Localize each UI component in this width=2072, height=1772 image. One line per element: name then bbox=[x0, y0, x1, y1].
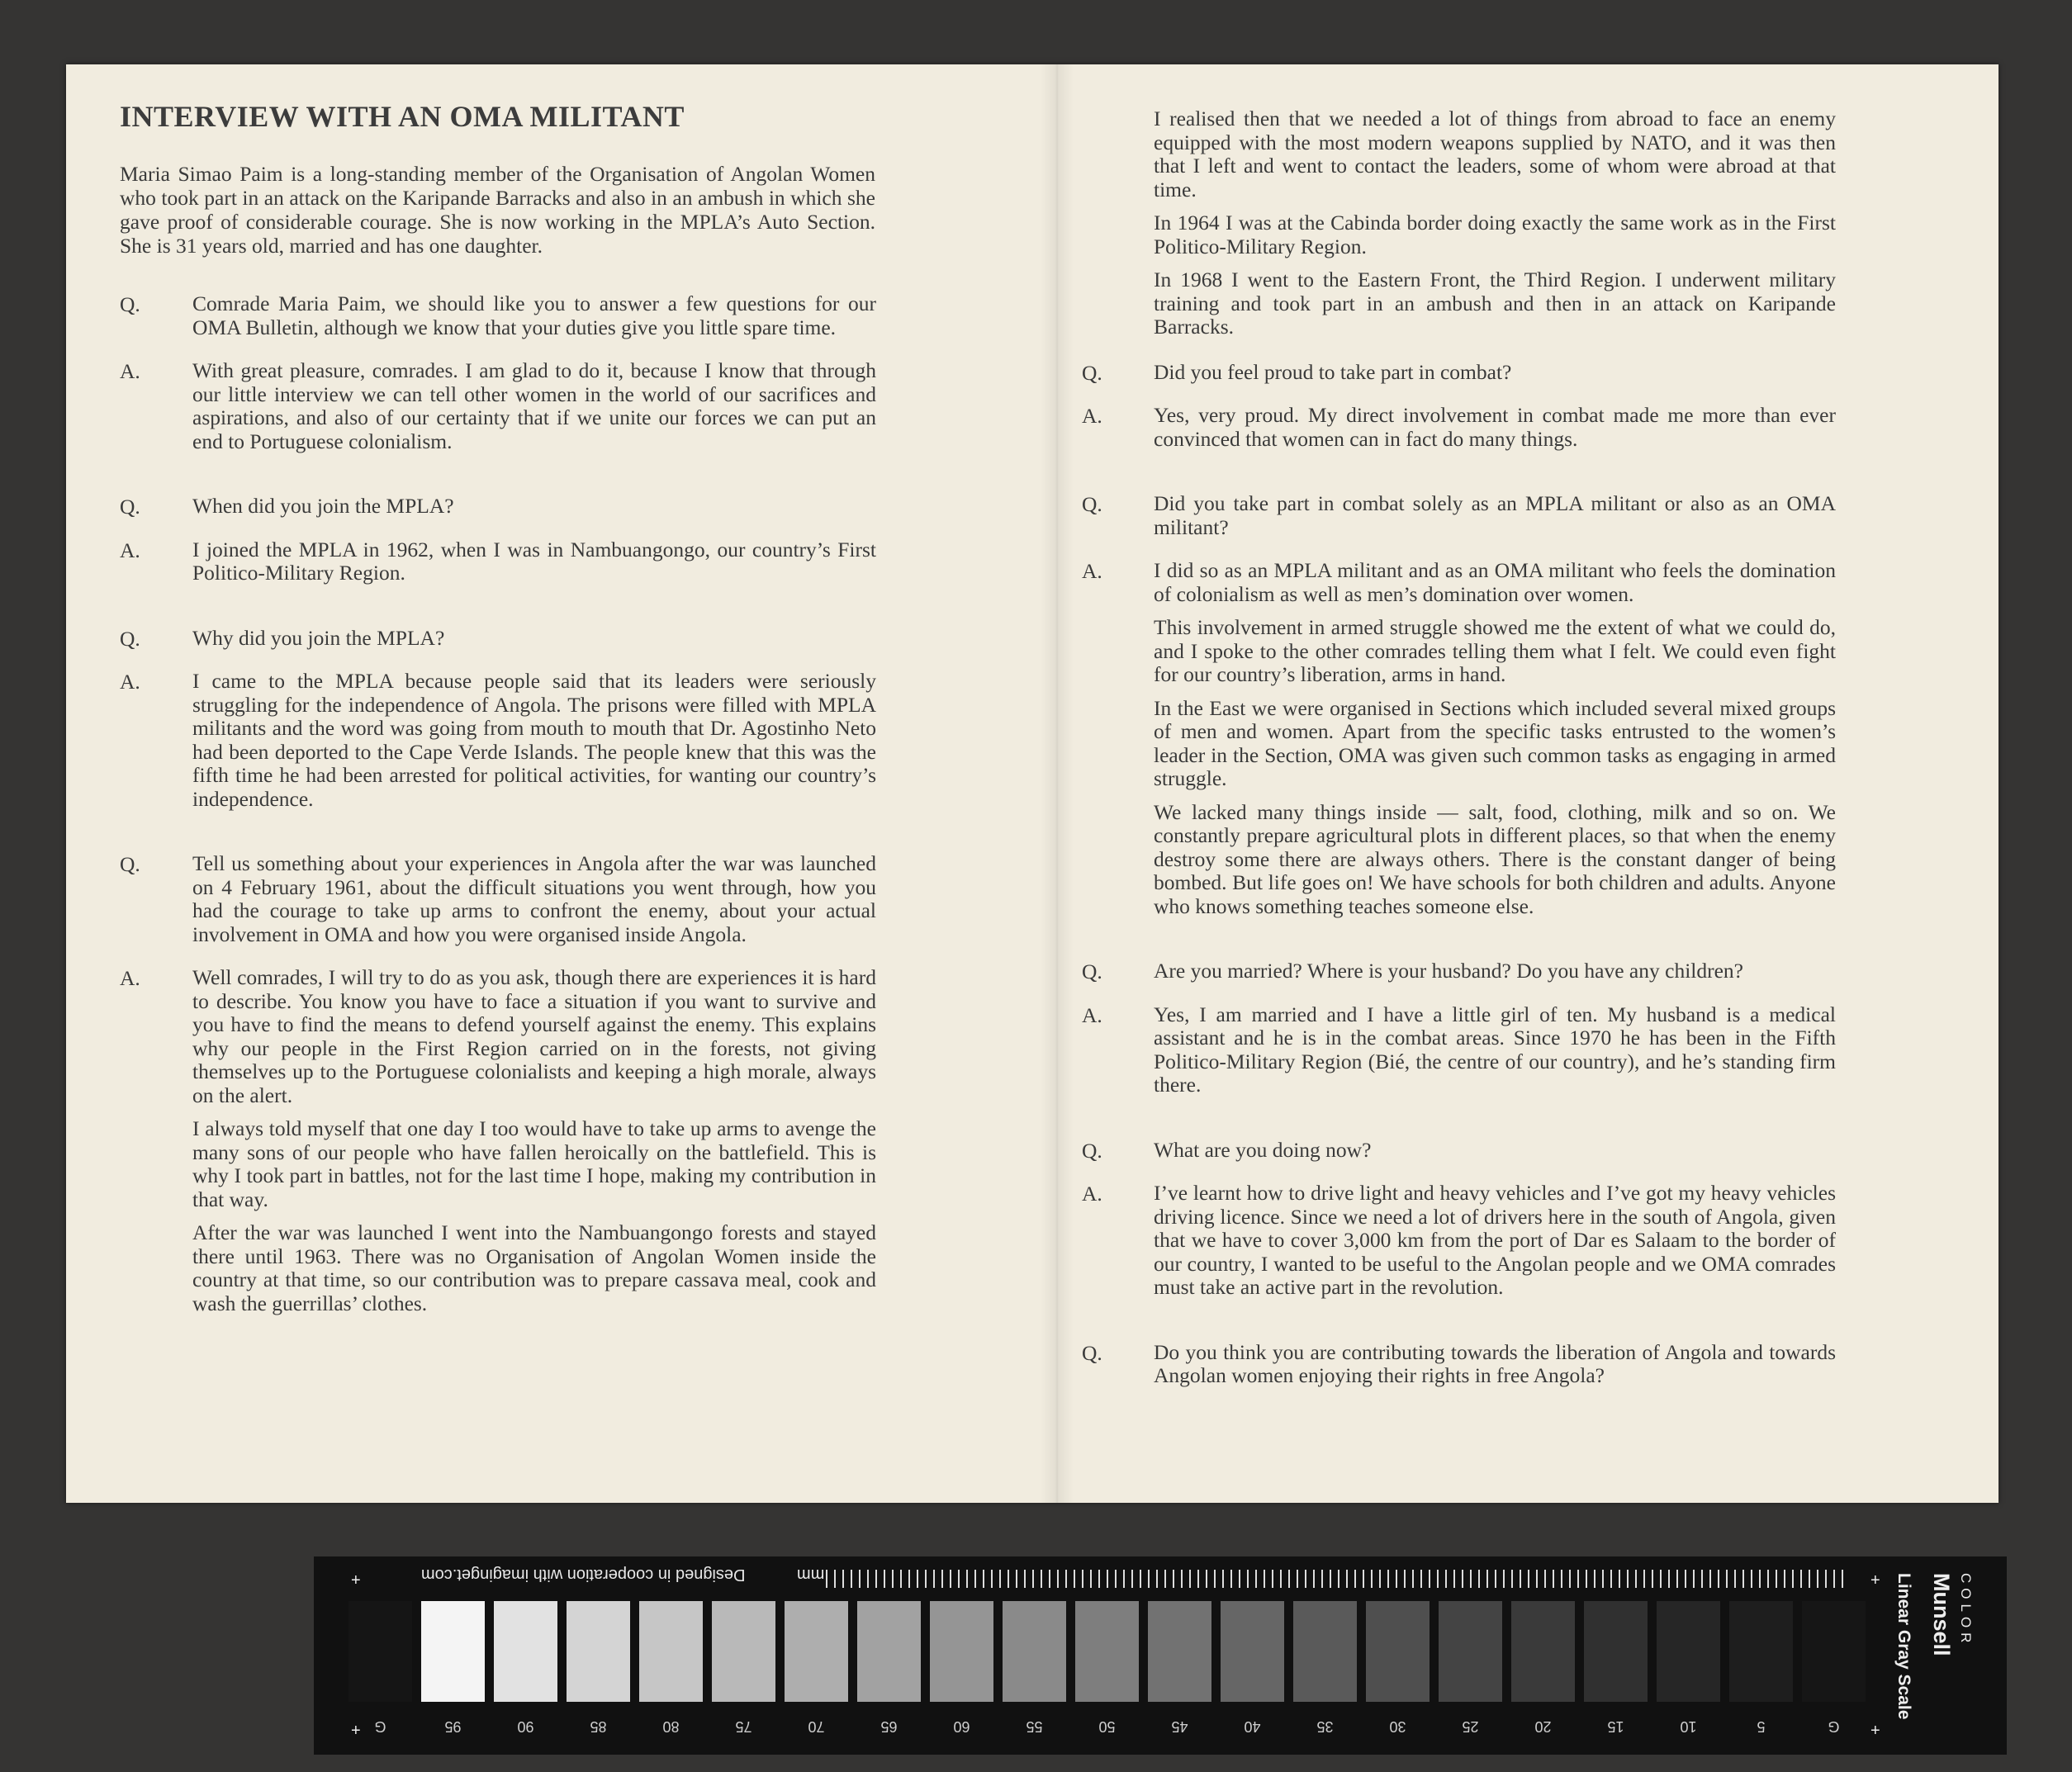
answer-block bbox=[120, 359, 946, 463]
paragraph: Are you married? Where is your husband? Do you have any children? bbox=[1154, 959, 1743, 983]
paragraph: In 1968 I went to the Eastern Front, the Third Region. I underwent military training and took part in an ambush and then in an attack on Karipande Barracks. bbox=[1154, 268, 1836, 339]
block-spacer bbox=[1082, 938, 1908, 959]
gray-patch bbox=[1511, 1601, 1575, 1702]
gray-patch-label: 75 bbox=[735, 1718, 752, 1735]
paragraph: Comrade Maria Paim, we should like you to answer a few questions for our OMA Bulletin, although we know that your duties give you little spare time. bbox=[192, 291, 876, 339]
qa-text bbox=[1154, 404, 1836, 461]
qa-text bbox=[192, 852, 876, 956]
qa-text bbox=[1154, 1139, 1836, 1173]
munsell-brand bbox=[1887, 1573, 1986, 1742]
paragraph: Do you think you are contributing towards the liberation of Angola and towards Angolan women enjoying their rights in free Angola? bbox=[1154, 1339, 1836, 1387]
qa-text bbox=[1154, 959, 1836, 993]
gray-patch bbox=[1802, 1601, 1866, 1702]
gray-patch-label: 70 bbox=[808, 1718, 825, 1735]
gray-patch-label: 10 bbox=[1680, 1718, 1697, 1735]
paragraph: We lacked many things inside — salt, food, clothing, milk and so on. We constantly prepare agricultural plots in different places, so that when the enemy destroy some there are always others. There is the constant danger of being bombed. But life goes on! We have schools for both children and adults. Anyone who knows something teaches someone else. bbox=[1154, 799, 1836, 918]
paragraph: What are you doing now? bbox=[1154, 1137, 1372, 1162]
brand-sub: COLOR bbox=[1958, 1573, 1974, 1648]
answer-block bbox=[120, 538, 946, 595]
paragraph: Well comrades, I will try to do as you ask, though there are experiences it is hard to describe. You know you have to face a situation if you want to survive and you have to find the means to defend yourself against the enemy. This explains why our people in the First Region carried on in the forests, not giving themselves up to the Portuguese colonialists and keeping a high morale, always on the alert. bbox=[192, 965, 876, 1107]
paragraph: Tell us something about your experiences in Angola after the war was launched on 4 February 1961, about the difficult situations you went through, how you had the courage to take up arms to confront the enemy, about your actual involvement in OMA and how you were organised inside Angola. bbox=[192, 851, 876, 946]
question-block bbox=[1082, 361, 1908, 395]
block-spacer bbox=[120, 831, 946, 852]
block-spacer bbox=[1082, 1117, 1908, 1139]
qa-marker: Q. bbox=[1082, 1138, 1102, 1163]
question-block bbox=[1082, 1341, 1908, 1398]
block-spacer bbox=[120, 605, 946, 627]
paragraph: I always told myself that one day I too would have to take up arms to avenge the many sons of our people who have fallen heroically on the battlefield. This is why I took part in battles, not for the last time I hope, making my contribution in that way. bbox=[192, 1116, 876, 1211]
mm-ruler bbox=[826, 1570, 1850, 1588]
gray-patch-label: 20 bbox=[1534, 1718, 1552, 1735]
paragraph: Did you feel proud to take part in combat? bbox=[1154, 359, 1512, 384]
left-interview-blocks bbox=[120, 292, 946, 1357]
gray-patch bbox=[1729, 1601, 1793, 1702]
registration-mark: + bbox=[1870, 1571, 1880, 1590]
gray-patch-label: 90 bbox=[517, 1718, 534, 1735]
article-intro: Maria Simao Paim is a long-standing member of the Organisation of Angolan Women who took part in an attack on the Karipande Barracks and also in an ambush in which she gave proof of considerable courage. She is now working in the MPLA’s Auto Section. She is 31 years old, married and has one daughter. bbox=[120, 162, 875, 258]
qa-marker: A. bbox=[1082, 1182, 1102, 1206]
gray-patch-labels bbox=[348, 1718, 1866, 1735]
gray-patch bbox=[567, 1601, 630, 1702]
qa-text bbox=[1154, 559, 1836, 928]
paragraph: I joined the MPLA in 1962, when I was in Nambuangongo, our country’s First Politico-Military Region. bbox=[192, 537, 876, 585]
qa-text bbox=[1154, 1182, 1836, 1310]
gray-patch-label: 50 bbox=[1098, 1718, 1116, 1735]
ruler-unit: mm bbox=[797, 1566, 825, 1584]
gray-patch-label: 65 bbox=[880, 1718, 898, 1735]
paragraph: Yes, I am married and I have a little girl of ten. My husband is a medical assistant and he is in the combat areas. Since 1970 he has been in the Fifth Politico-Military Region (Bié, the centre of our country), and he’s standing firm there. bbox=[1154, 1002, 1836, 1097]
qa-marker: A. bbox=[120, 966, 140, 990]
gray-patches bbox=[348, 1601, 1866, 1702]
registration-mark: + bbox=[1870, 1722, 1880, 1740]
paragraph: I came to the MPLA because people said that its leaders were seriously struggling for the independence of Angola. The prisons were filled with MPLA militants and the word was going from mouth to mouth that Dr. Agostinho Neto had been deported to the Cape Verde Islands. The people knew that this was the fifth time he had been arrested for political activities, for wanting our country’s independence. bbox=[192, 669, 876, 811]
gray-patch-label: G bbox=[374, 1718, 386, 1735]
qa-marker: A. bbox=[120, 359, 140, 383]
paragraph: In the East we were organised in Sections which included several mixed groups of men and women. Apart from the specific tasks entrusted to the women’s leader in the Section, OMA was given such common tasks as engaging in armed struggle. bbox=[1154, 695, 1836, 790]
gray-patch bbox=[1075, 1601, 1139, 1702]
gray-patch bbox=[348, 1601, 412, 1702]
left-column bbox=[120, 99, 946, 1357]
qa-text bbox=[192, 538, 876, 595]
paragraph: In 1964 I was at the Cabinda border doing exactly the same work as in the First Politico-Military Region. bbox=[1154, 211, 1836, 258]
qa-marker: A. bbox=[1082, 1002, 1102, 1027]
answer-block bbox=[1082, 1182, 1908, 1310]
qa-marker: Q. bbox=[120, 495, 140, 519]
qa-marker: Q. bbox=[120, 292, 140, 316]
block-spacer bbox=[1082, 1320, 1908, 1341]
gray-patch-label: 15 bbox=[1607, 1718, 1624, 1735]
answer-block bbox=[1082, 1003, 1908, 1107]
gray-patch-label: 60 bbox=[953, 1718, 970, 1735]
block-spacer bbox=[1082, 471, 1908, 492]
article-title: INTERVIEW WITH AN OMA MILITANT bbox=[120, 100, 685, 133]
gray-patch-label: 55 bbox=[1026, 1718, 1043, 1735]
qa-marker: Q. bbox=[1082, 492, 1102, 516]
gray-patch-label: 5 bbox=[1757, 1718, 1766, 1735]
gray-patch-label: 45 bbox=[1171, 1718, 1188, 1735]
gray-patch-label: 85 bbox=[590, 1718, 607, 1735]
registration-mark: + bbox=[351, 1722, 361, 1740]
gray-patch bbox=[1584, 1601, 1648, 1702]
qa-text bbox=[1154, 361, 1836, 395]
qa-marker: Q. bbox=[1082, 1340, 1102, 1365]
question-block bbox=[1082, 1139, 1908, 1173]
paragraph: Why did you join the MPLA? bbox=[192, 625, 445, 650]
answer-block bbox=[120, 966, 946, 1325]
gray-patch bbox=[1148, 1601, 1211, 1702]
gray-patch bbox=[421, 1601, 485, 1702]
gray-patch bbox=[785, 1601, 848, 1702]
qa-text bbox=[1154, 1341, 1836, 1398]
gray-patch bbox=[1657, 1601, 1720, 1702]
registration-mark: + bbox=[351, 1571, 361, 1590]
gray-patch bbox=[1221, 1601, 1284, 1702]
paragraph: I realised then that we needed a lot of things from abroad to face an enemy equipped with the most modern weapons supplied by NATO, and it was then that I left and went to contact the leaders, some of whom were abroad at that time. bbox=[1154, 107, 1836, 201]
gray-patch-label: 35 bbox=[1316, 1718, 1334, 1735]
question-block bbox=[1082, 959, 1908, 993]
gray-patch-label: 30 bbox=[1389, 1718, 1406, 1735]
gray-patch-label: G bbox=[1828, 1718, 1840, 1735]
qa-marker: A. bbox=[1082, 404, 1102, 428]
qa-marker: Q. bbox=[120, 852, 140, 876]
question-block bbox=[120, 292, 946, 349]
qa-marker: Q. bbox=[120, 626, 140, 651]
qa-marker: A. bbox=[120, 670, 140, 694]
scale-name: Linear Gray Scale bbox=[1894, 1573, 1913, 1720]
gray-patch bbox=[857, 1601, 921, 1702]
question-block bbox=[120, 627, 946, 661]
answer-block bbox=[1082, 404, 1908, 461]
qa-marker: Q. bbox=[1082, 360, 1102, 385]
right-column bbox=[1082, 107, 1908, 1408]
card-credit: Designed in cooperation with imaginget.com bbox=[421, 1566, 746, 1584]
paragraph: When did you join the MPLA? bbox=[192, 494, 454, 518]
answer-block bbox=[1082, 559, 1908, 928]
gray-patch bbox=[712, 1601, 775, 1702]
qa-marker: A. bbox=[1082, 559, 1102, 583]
right-continued-answer bbox=[1082, 107, 1908, 361]
gray-patch bbox=[639, 1601, 703, 1702]
qa-text bbox=[1154, 492, 1836, 549]
paragraph: With great pleasure, comrades. I am glad to do it, because I know that through our little interview we can tell other women in the world of our sacrifices and aspirations, and also of our certainty that if we unite our forces we can put an end to Portuguese colonialism. bbox=[192, 358, 876, 453]
gray-patch-label: 95 bbox=[444, 1718, 462, 1735]
answer-block bbox=[120, 670, 946, 821]
block-spacer bbox=[120, 473, 946, 495]
qa-text bbox=[192, 627, 876, 661]
paragraph: This involvement in armed struggle showed me the extent of what we could do, and I spoke to the other comrades telling them what I felt. We could even fight for our country’s liberation, arms in hand. bbox=[1154, 615, 1836, 686]
gray-patch-label: 80 bbox=[662, 1718, 680, 1735]
gray-patch bbox=[1439, 1601, 1502, 1702]
qa-text bbox=[192, 292, 876, 349]
brand-name: Munsell bbox=[1929, 1573, 1954, 1656]
qa-marker: A. bbox=[120, 538, 140, 562]
paragraph: Yes, very proud. My direct involvement in combat made me more than ever convinced that women can in fact do many things. bbox=[1154, 403, 1836, 451]
gray-patch-label: 25 bbox=[1462, 1718, 1479, 1735]
gray-patch bbox=[1003, 1601, 1066, 1702]
paragraph: I’ve learnt how to drive light and heavy vehicles and I’ve got my heavy vehicles driving licence. Since we need a lot of drivers here in the south of Angola, given that we have to cover 3,000 km from the port of Dar es Salaam to the border of our country, I wanted to be useful to the Angolan people and we OMA comrades must take an active part in the revolution. bbox=[1154, 1181, 1836, 1299]
qa-text bbox=[192, 495, 876, 528]
question-block bbox=[120, 852, 946, 956]
color-calibration-card bbox=[314, 1556, 2007, 1755]
paragraph: Did you take part in combat solely as an MPLA militant or also as an OMA militant? bbox=[1154, 491, 1836, 539]
gray-patch bbox=[1293, 1601, 1357, 1702]
block-spacer bbox=[120, 1335, 946, 1357]
block-spacer bbox=[1082, 349, 1908, 361]
paragraph: I did so as an MPLA militant and as an OMA militant who feels the domination of colonialism as well as men’s domination over women. bbox=[1154, 558, 1836, 606]
right-interview-blocks bbox=[1082, 361, 1908, 1398]
qa-marker: Q. bbox=[1082, 959, 1102, 983]
gray-patch bbox=[1366, 1601, 1430, 1702]
qa-text bbox=[192, 359, 876, 463]
qa-text bbox=[192, 966, 876, 1325]
qa-text bbox=[1154, 1003, 1836, 1107]
gray-patch-label: 40 bbox=[1244, 1718, 1261, 1735]
paragraph: After the war was launched I went into the Nambuangongo forests and stayed there until 1963. There was no Organisation of Angolan Women inside the country at that time, so our contribution was to prepare cassava meal, cook and wash the guerrillas’ clothes. bbox=[192, 1220, 876, 1315]
gray-patch bbox=[494, 1601, 557, 1702]
question-block bbox=[1082, 492, 1908, 549]
question-block bbox=[120, 495, 946, 528]
gray-patch bbox=[930, 1601, 993, 1702]
qa-text bbox=[192, 670, 876, 821]
